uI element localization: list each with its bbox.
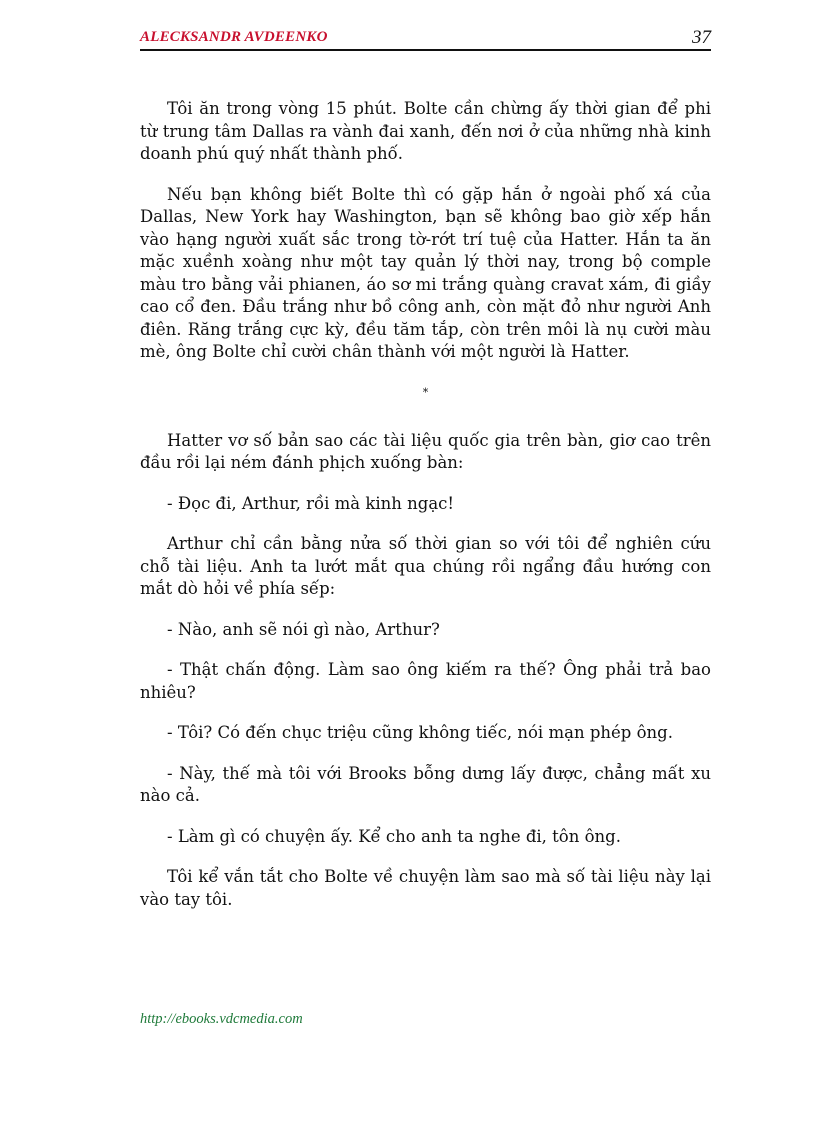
page-header (140, 27, 711, 51)
dialogue-line: - Đọc đi, Arthur, rồi mà kinh ngạc! (167, 493, 455, 513)
dialogue-line: - Nào, anh sẽ nói gì nào, Arthur? (167, 619, 440, 639)
dialogue-line: - Thật chấn động. Làm sao ông kiếm ra thế? Ông phải trả bao nhiêu? (140, 660, 711, 702)
dialogue-line: - Tôi? Có đến chục triệu cũng không tiếc, nói mạn phép ông. (167, 723, 673, 742)
paragraph: Nếu bạn không biết Bolte thì có gặp hắn ở ngoài phố xá của Dallas, New York hay Washington, bạn sẽ không bao giờ xếp hắn vào hạng người xuất sắc trong tờ-rớt trí tuệ của Hatter. Hắn ta ăn mặc xuềnh xoàng như một tay quản lý thời nay, trong bộ comple màu tro bằng vải phianen, áo sơ mi trắng quàng cravat xám, đi giầy cao cổ đen. Đầu trắng như bồ công anh, còn mặt đỏ như người Anh điên. Răng trắng cực kỳ, đều tăm tắp, còn trên môi là nụ cười màu mè, ông Bolte chỉ cười chân thành với một người là Hatter. (140, 184, 711, 361)
paragraph: Hatter vơ số bản sao các tài liệu quốc gia trên bàn, giơ cao trên đầu rồi lại ném đánh phịch xuống bàn: (140, 430, 711, 472)
paragraph: Tôi kể vắn tắt cho Bolte về chuyện làm sao mà số tài liệu này lại vào tay tôi. (140, 867, 711, 909)
dialogue-line: - Làm gì có chuyện ấy. Kể cho anh ta nghe đi, tôn ông. (167, 826, 621, 846)
page-number: 37 (692, 27, 711, 48)
dialogue-line: - Này, thế mà tôi với Brooks bỗng dưng lấy được, chẳng mất xu nào cả. (140, 763, 711, 805)
page-body (140, 98, 711, 929)
footer-link[interactable]: http://ebooks.vdcmedia.com (140, 1011, 303, 1027)
author-name: ALECKSANDR AVDEENKO (140, 29, 328, 45)
paragraph: Arthur chỉ cần bằng nửa số thời gian so với tôi để nghiên cứu chỗ tài liệu. Anh ta lướt mắt qua chúng rồi ngẩng đầu hướng con mắt dò hỏi về phía sếp: (140, 534, 711, 598)
paragraph: Tôi ăn trong vòng 15 phút. Bolte cần chừng ấy thời gian để phi từ trung tâm Dallas ra vành đai xanh, đến nơi ở của những nhà kinh doanh phú quý nhất thành phố. (140, 99, 711, 163)
section-separator: * (422, 385, 429, 399)
